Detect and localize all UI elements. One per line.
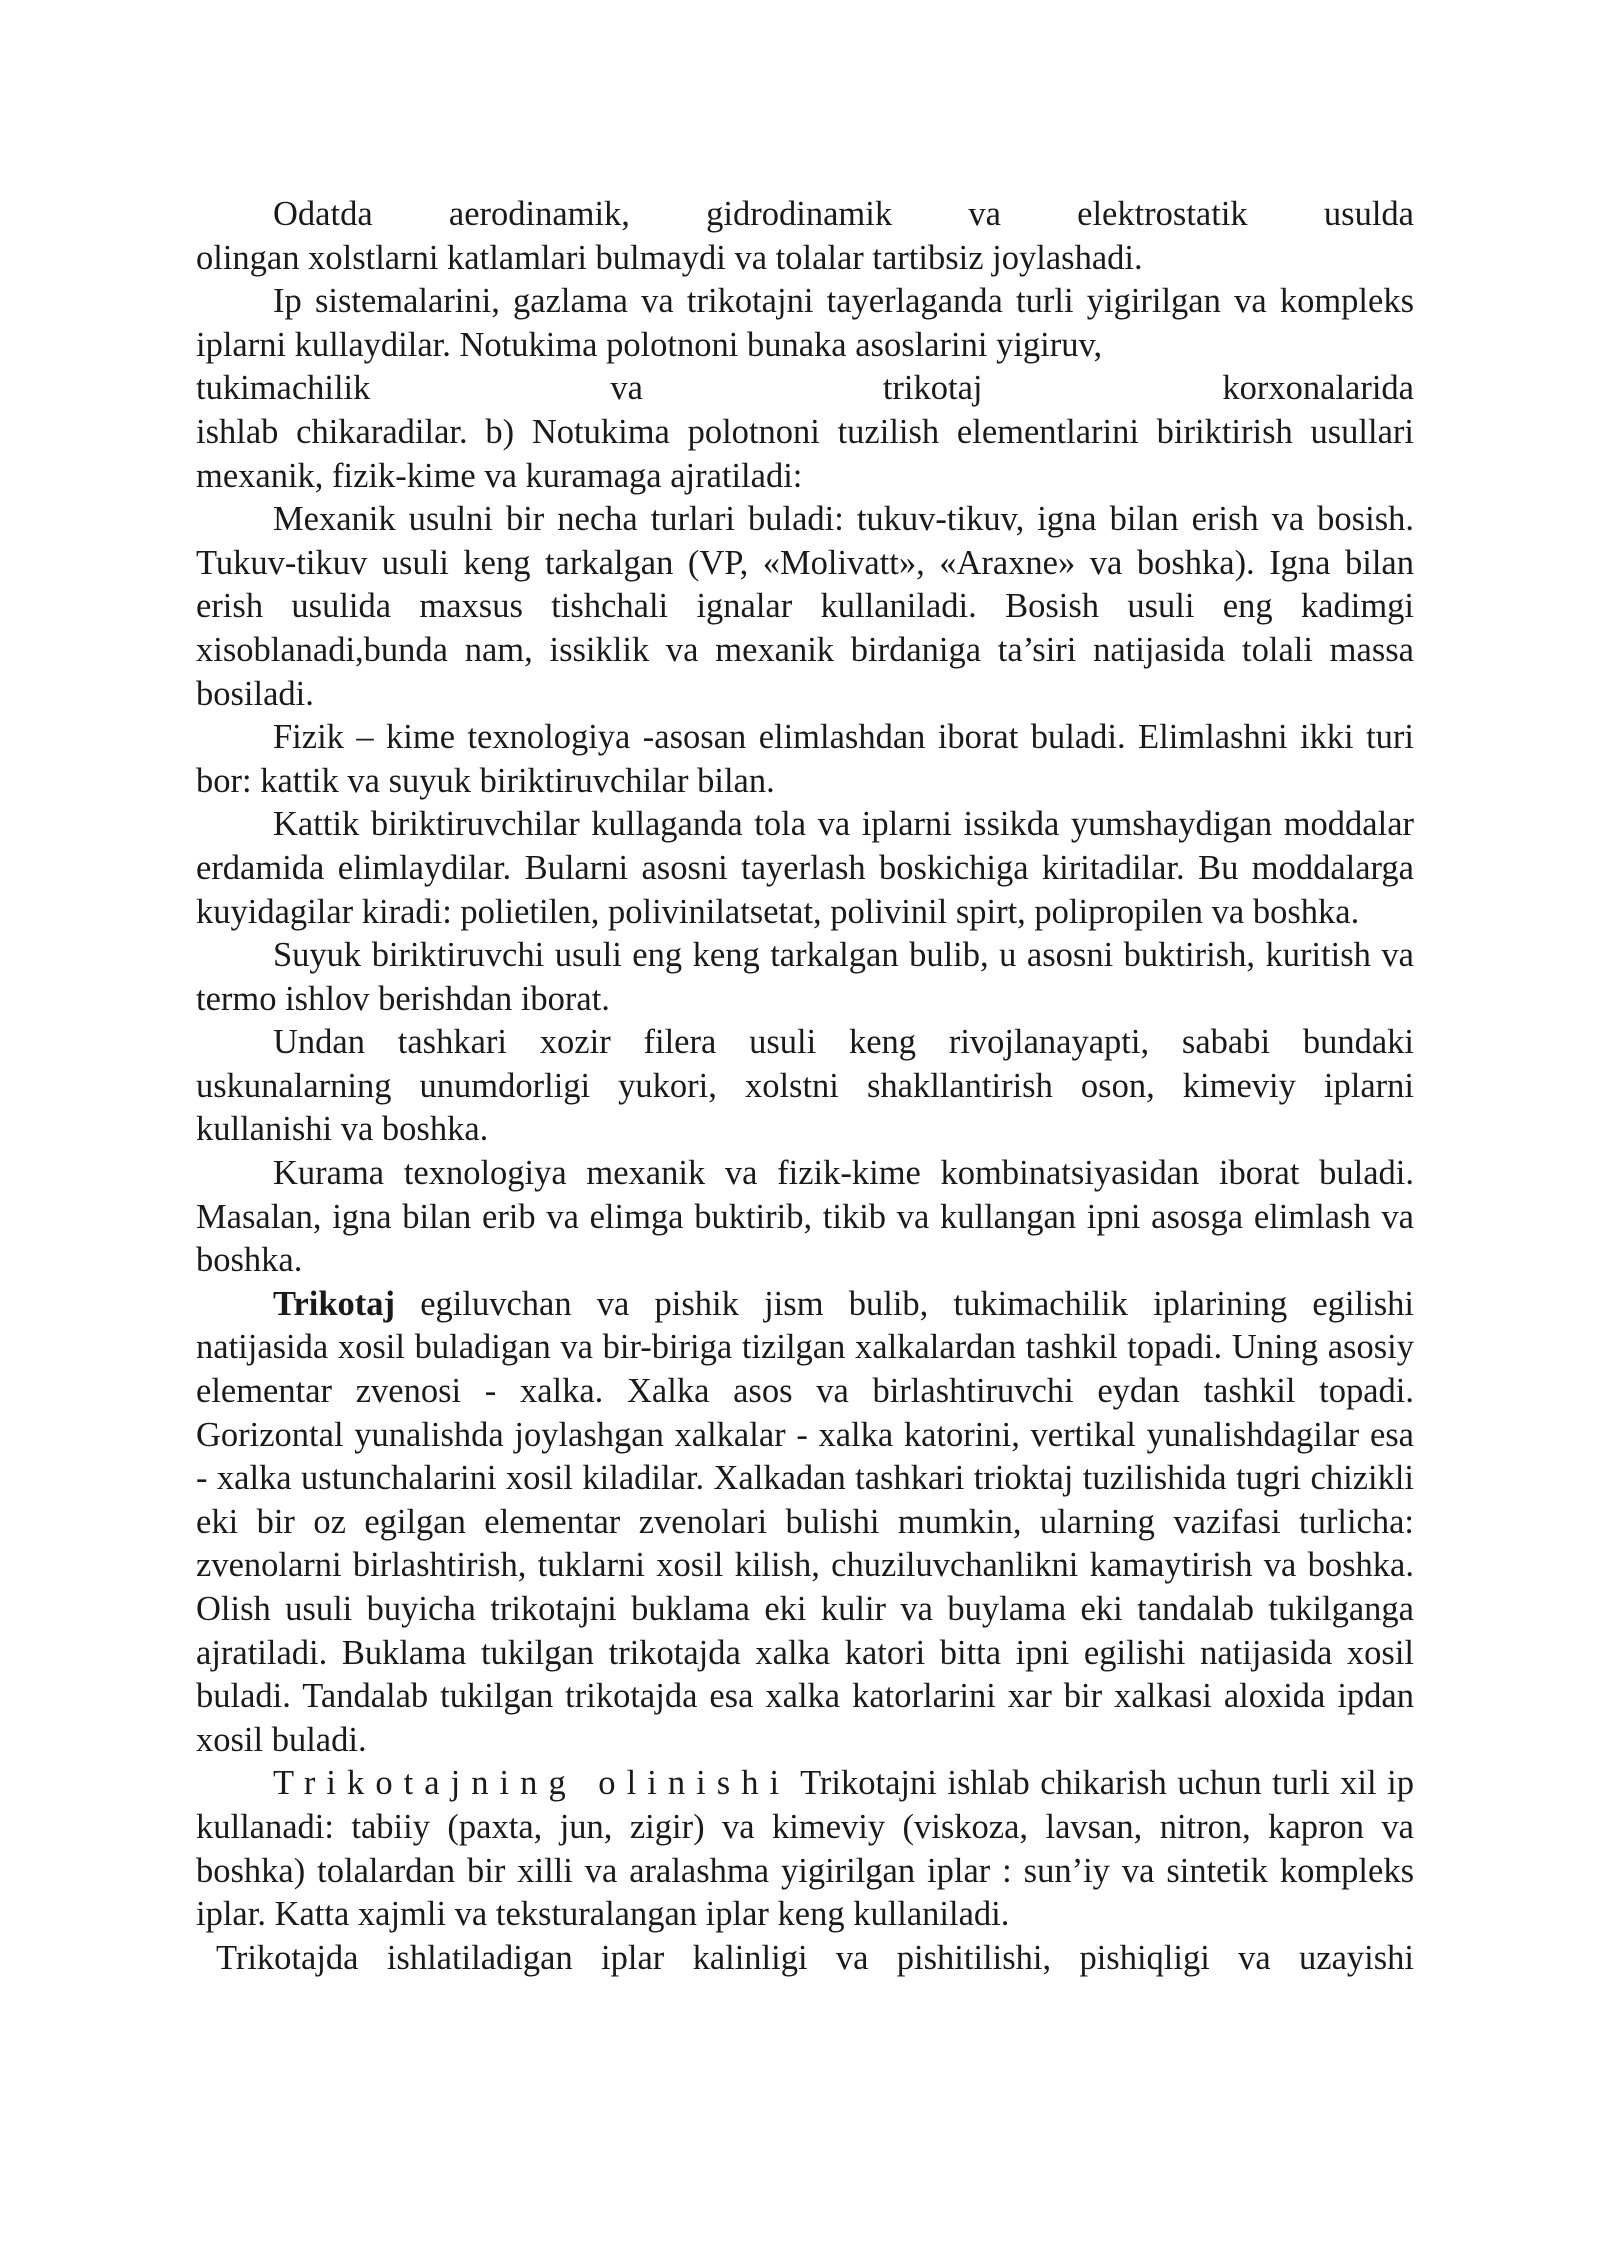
document-page (196, 193, 1414, 1980)
paragraph-1-rest: olingan xolstlarni katlamlari bulmaydi va tolalar tartibsiz joylashadi. (196, 238, 1143, 277)
paragraph-9-text: egiluvchan va pishik jism bulib, tukimachilik iplarining egilishi natijasida xosil buladigan va bir-biriga tizilgan xalkalardan tashkil topadi. Uning asosiy elementar zvenosi - xalka. Xalka asos va birlashtiruvchi eydan tashkil topadi. Gorizontal yunalishda joylashgan xalkalar - xalka katorini, vertikal yunalishdagilar esa - xalka ustunchalarini xosil kiladilar. Xalkadan tashkari trioktaj tuzilishida tugri chizikli eki bir oz egilgan elementar zvenolari bulishi mumkin, ularning vazifasi turlicha: zvenolarni birlashtirish, tuklarni xosil kilish, chuziluvchanlikni kamaytirish va boshka. Olish usuli buyicha trikotajni buklama eki kulir va buylama eki tandalab tukilganga ajratiladi. Buklama tukilgan trikotajda xalka katori bitta ipni egilishi natijasida xosil buladi. Tandalab tukilgan trikotajda esa xalka katorlarini xar bir xalkasi aloxida ipdan xosil buladi. (196, 1284, 1414, 1759)
paragraph-9 (196, 1283, 1414, 1763)
paragraph-10-text: Trikotajni ishlab chikarish uchun turli xil ip kullanadi: tabiiy (paxta, jun, zigir) va kimeviy (viskoza, lavsan, nitron, kapron va boshka) tolalardan bir xilli va aralashma yigirilgan iplar : sun’iy va sintetik kompleks iplar. Katta xajmli va teksturalangan iplar keng kullaniladi. (196, 1764, 1414, 1934)
paragraph-7: Undan tashkari xozir filera usuli keng rivojlanayapti, sababi bundaki uskunalarning unumdorligi yukori, xolstni shakllantirish oson, kimeviy iplarni kullanishi va boshka. (196, 1023, 1414, 1149)
paragraph-1-first-line: Odatda aerodinamik, gidrodinamik va elektrostatik usulda (273, 195, 1414, 233)
bold-term-trikotaj: Trikotaj (273, 1284, 396, 1323)
paragraph-6: Suyuk biriktiruvchi usuli eng keng tarkalgan bulib, u asosni buktirish, kuritish va termo ishlov berishdan iborat. (196, 936, 1414, 1018)
spaced-heading: Trikotajning olinishi (273, 1764, 791, 1803)
paragraph-2-first-lines: Ip sistemalarini, gazlama va trikotajni tayerlaganda turli yigirilgan va kompleks iplarni kullaydilar. Notukima polotnoni bunaka asoslarini yigiruv, (196, 282, 1414, 364)
paragraph-8: Kurama texnologiya mexanik va fizik-kime kombinatsiyasidan iborat buladi. Masalan, igna bilan erib va elimga buktirib, tikib va kullangan ipni asosga elimlash va boshka. (196, 1154, 1414, 1280)
paragraph-10 (196, 1762, 1414, 1936)
paragraph-2-rest: ishlab chikaradilar. b) Notukima polotnoni tuzilish elementlarini biriktirish usullari mexanik, fizik-kime va kuramaga ajratiladi: (196, 412, 1414, 495)
paragraph-2-justified-line: tukimachilik va trikotaj korxonalarida (196, 369, 1414, 408)
paragraph-3: Mexanik usulni bir necha turlari buladi: tukuv-tikuv, igna bilan erish va bosish. Tukuv-tikuv usuli keng tarkalgan (VP, «Molivatt», «Araxne» va boshka). Igna bilan erish usulida maxsus tishchali ignalar kullaniladi. Bosish usuli eng kadimgi xisoblanadi,bunda nam, issiklik va mexanik birdaniga ta’siri natijasida tolali massa bosiladi. (196, 500, 1414, 713)
paragraph-11: Trikotajda ishlatiladigan iplar kalinligi va pishitilishi, pishiqligi va uzayishi (216, 1938, 1414, 1977)
paragraph-4: Fizik – kime texnologiya -asosan elimlashdan iborat buladi. Elimlashni ikki turi bor: kattik va suyuk biriktiruvchilar bilan. (196, 718, 1414, 800)
paragraph-1 (196, 193, 1414, 280)
paragraph-2 (196, 280, 1414, 498)
paragraph-5: Kattik biriktiruvchilar kullaganda tola va iplarni issikda yumshaydigan moddalar erdamida elimlaydilar. Bularni asosni tayerlash boskichiga kiritadilar. Bu moddalarga kuyidagilar kiradi: polietilen, polivinilatsetat, polivinil spirt, polipropilen va boshka. (196, 805, 1414, 931)
